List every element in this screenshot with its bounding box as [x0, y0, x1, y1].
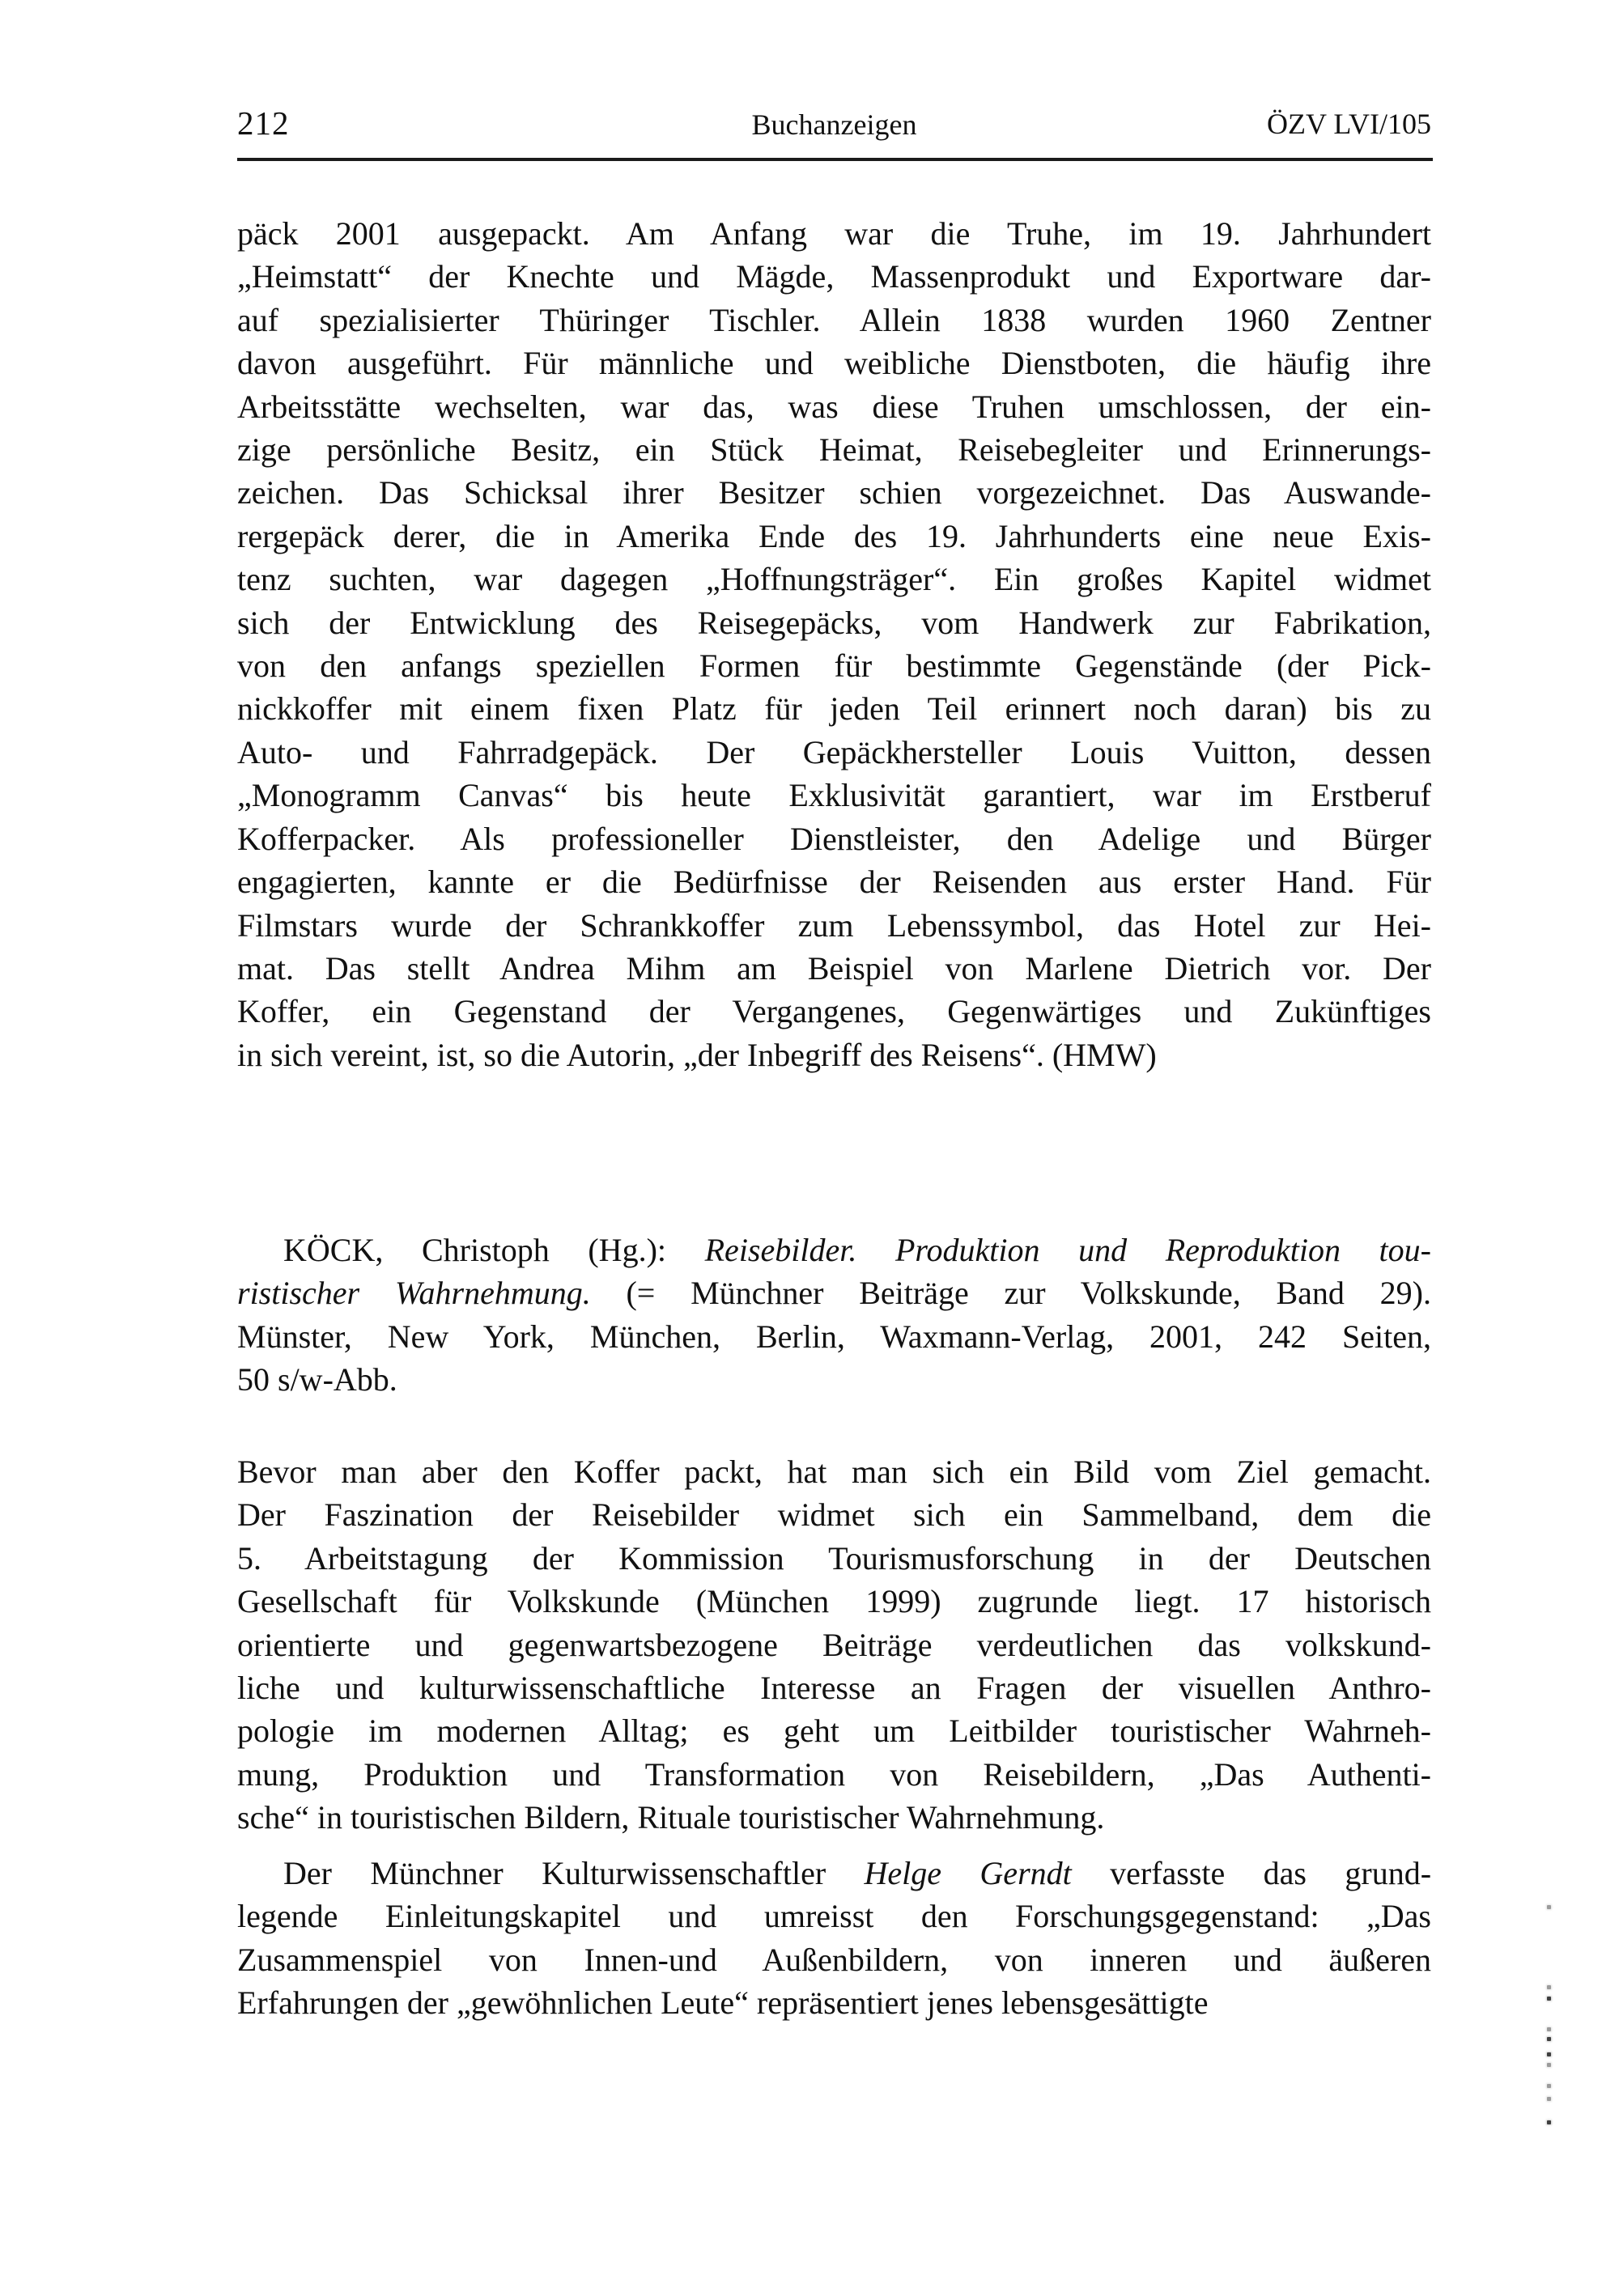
text-line: sich der Entwicklung des Reisegepäcks, vom Handwerk zur Fabrikation,	[237, 604, 1431, 641]
artifact-dot	[1547, 2052, 1551, 2056]
text-line: Kofferpacker. Als professioneller Dienstleister, den Adelige und Bürger	[237, 820, 1431, 857]
text-line: „Monogramm Canvas“ bis heute Exklusivität garantiert, war im Erstberuf	[237, 777, 1431, 814]
artifact-dot	[1547, 2097, 1551, 2101]
artifact-dot	[1547, 1985, 1551, 1989]
text-line: liche und kulturwissenschaftliche Interesse an Fragen der visuellen Anthro-	[237, 1670, 1431, 1707]
review-continuation-paragraph	[237, 212, 1431, 1076]
text-line: zeichen. Das Schicksal ihrer Besitzer schien vorgezeichnet. Das Auswande-	[237, 474, 1431, 511]
italic-text: Helge Gerndt	[864, 1855, 1072, 1891]
text-line: KÖCK, Christoph (Hg.): Reisebilder. Produktion und Reproduktion tou-	[283, 1232, 1431, 1268]
text-line: Bevor man aber den Koffer packt, hat man sich ein Bild vom Ziel gemacht.	[237, 1454, 1431, 1490]
artifact-dot	[1547, 2027, 1551, 2031]
italic-text: Reisebilder. Produktion und Reproduktion tou-	[704, 1232, 1431, 1268]
text-line: von den anfangs speziellen Formen für bestimmte Gegenstände (der Pick-	[237, 647, 1431, 685]
text-line: tenz suchten, war dagegen „Hoffnungsträger“. Ein großes Kapitel widmet	[237, 561, 1431, 598]
text-line: engagierten, kannte er die Bedürfnisse der Reisenden aus erster Hand. Für	[237, 864, 1431, 901]
text-line: Erfahrungen der „gewöhnlichen Leute“ repräsentiert jenes lebensgesättigte	[237, 1984, 1209, 2022]
text-line: Koffer, ein Gegenstand der Vergangenes, Gegenwärtiges und Zukünftiges	[237, 993, 1431, 1030]
text-line: Gesellschaft für Volkskunde (München 1999) zugrunde liegt. 17 historisch	[237, 1583, 1431, 1620]
text-line: in sich vereint, ist, so die Autorin, „der Inbegriff des Reisens“. (HMW)	[237, 1036, 1157, 1073]
text-line: auf spezialisierter Thüringer Tischler. Allein 1838 wurden 1960 Zentner	[237, 301, 1431, 338]
artifact-dot	[1547, 2063, 1551, 2067]
text-line: 5. Arbeitstagung der Kommission Tourismusforschung in der Deutschen	[237, 1539, 1431, 1577]
page-number: 212	[237, 104, 290, 142]
review-paragraph	[237, 1450, 1431, 1840]
text-line: päck 2001 ausgepackt. Am Anfang war die Truhe, im 19. Jahrhundert	[237, 215, 1431, 252]
text-line: Auto- und Fahrradgepäck. Der Gepäckhersteller Louis Vuitton, dessen	[237, 733, 1431, 770]
text-line: „Heimstatt“ der Knechte und Mägde, Massenprodukt und Exportware dar-	[237, 258, 1431, 295]
text-line: zige persönliche Besitz, ein Stück Heimat, Reisebegleiter und Erinnerungs-	[237, 431, 1431, 469]
text-line: Zusammenspiel von Innen-und Außenbildern, von inneren und äußeren	[237, 1941, 1431, 1978]
text-line: orientierte und gegenwartsbezogene Beiträge verdeutlichen das volkskund-	[237, 1626, 1431, 1663]
text-line: sche“ in touristischen Bildern, Rituale touristischer Wahrnehmung.	[237, 1799, 1105, 1836]
header-rule	[237, 158, 1433, 161]
text-line: mung, Produktion und Transformation von Reisebildern, „Das Authenti-	[237, 1755, 1431, 1793]
artifact-dot	[1547, 1905, 1551, 1909]
text-line: nickkoffer mit einem fixen Platz für jeden Teil erinnert noch daran) bis zu	[237, 690, 1431, 728]
text-line: pologie im modernen Alltag; es geht um Leitbilder touristischer Wahrneh-	[237, 1712, 1431, 1750]
artifact-dot	[1547, 1997, 1551, 2001]
italic-text: ristischer Wahrnehmung.	[237, 1275, 591, 1312]
text-line: davon ausgeführt. Für männliche und weibliche Dienstboten, die häufig ihre	[237, 345, 1431, 382]
artifact-dot	[1547, 2037, 1551, 2041]
text-line: Filmstars wurde der Schrankkoffer zum Lebenssymbol, das Hotel zur Hei-	[237, 906, 1431, 944]
text-line: legende Einleitungskapitel und umreisst den Forschungsgegenstand: „Das	[237, 1898, 1431, 1935]
text-line: Der Faszination der Reisebilder widmet sich ein Sammelband, dem die	[237, 1496, 1431, 1534]
text-line: Arbeitsstätte wechselten, war das, was diese Truhen umschlossen, der ein-	[237, 388, 1431, 425]
text-line: 50 s/w-Abb.	[237, 1361, 397, 1398]
review-paragraph	[237, 1852, 1431, 2025]
journal-reference: ÖZV LVI/105	[1266, 108, 1431, 140]
text-line: ristischer Wahrnehmung. (= Münchner Beiträge zur Volkskunde, Band 29).	[237, 1275, 1431, 1312]
text-line: mat. Das stellt Andrea Mihm am Beispiel von Marlene Dietrich vor. Der	[237, 949, 1431, 987]
text-line: rergepäck derer, die in Amerika Ende des 19. Jahrhunderts eine neue Exis-	[237, 517, 1431, 554]
text-line: Münster, New York, München, Berlin, Waxmann-Verlag, 2001, 242 Seiten,	[237, 1318, 1431, 1355]
text-line: Der Münchner Kulturwissenschaftler Helge Gerndt verfasste das grund-	[283, 1855, 1432, 1891]
artifact-dot	[1547, 2120, 1551, 2124]
running-title: Buchanzeigen	[751, 108, 917, 141]
page-header	[237, 104, 1431, 144]
artifact-dot	[1547, 2084, 1551, 2088]
bibliography-entry	[237, 1229, 1431, 1402]
